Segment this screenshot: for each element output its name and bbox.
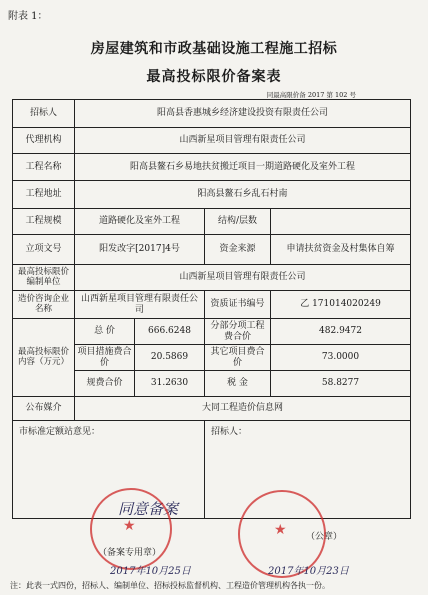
attachment-label: 附表 1： [8,11,48,22]
filing-table [12,99,411,519]
subitem-value: 482.9472 [271,319,411,345]
approval-label: 立项文号 [13,235,75,265]
project-name-value: 阳高县鳌石乡易地扶贫搬迁项目一期道路硬化及室外工程 [75,154,411,181]
tax-label: 税 金 [205,371,271,397]
filing-seal-caption: （备案专用章） [98,548,162,558]
subitem-label: 分部分项工程费合价 [205,319,271,345]
row-publish [13,397,411,421]
row-scale [13,209,411,235]
publish-value: 大同工程造价信息网 [75,397,411,421]
form-title-line2: 最高投标限价备案表 [146,69,282,85]
structure-label: 结构/层数 [205,209,271,235]
agency-value: 山西新星项目管理有限责任公司 [75,128,411,154]
consult-label: 造价咨询企业名称 [13,291,75,319]
handwritten-approval: 同意备案 [118,500,179,518]
seal-star-icon: ★ [274,522,287,538]
limit-label: 最高投标限价内容（万元） [13,319,75,397]
project-name-label: 工程名称 [13,154,75,181]
tenderer-date: 2017年10月23日 [268,566,349,577]
form-title-line1: 房屋建筑和市政基础设施工程施工招标 [90,41,338,57]
measures-value: 20.5869 [135,345,205,371]
project-site-value: 阳高县鳌石乡乱石村南 [75,181,411,209]
compiler-label: 最高投标限价编制单位 [13,265,75,291]
measures-label: 项目措施费合价 [75,345,135,371]
structure-value [271,209,411,235]
scale-value: 道路硬化及室外工程 [75,209,205,235]
tenderer-sign-label: 招标人： [211,427,248,437]
cert-value: 乙 171014020249 [271,291,411,319]
project-site-label: 工程地址 [13,181,75,209]
scale-label: 工程规模 [13,209,75,235]
tenderer-value: 阳高县香惠城乡经济建设投资有限责任公司 [75,100,411,128]
row-approval-signatures [13,421,411,519]
total-value: 666.6248 [135,319,205,345]
opinion-date: 2017年10月25日 [110,566,191,577]
row-consult [13,291,411,319]
row-tenderer [13,100,411,128]
fund-source-label: 资金来源 [205,235,271,265]
row-limit-total [13,319,411,345]
tax-value: 58.8277 [271,371,411,397]
fees-label: 规费合价 [75,371,135,397]
footnote: 注：此表一式四份，招标人、编制单位、招标投标监督机构、工程造价管理机构各执一份。 [10,581,330,590]
row-project-site [13,181,411,209]
total-label: 总 价 [75,319,135,345]
tenderer-label: 招标人 [13,100,75,128]
document-number: 同最高限价备 2017 第 102 号 [266,91,356,99]
tenderer-seal-caption: （公章） [306,532,343,542]
row-compiler [13,265,411,291]
approval-value: 阳发改字[2017]4号 [75,235,205,265]
opinion-label: 市标准定额站意见： [19,427,101,437]
agency-label: 代理机构 [13,128,75,154]
row-approval [13,235,411,265]
consult-value: 山西新星项目管理有限责任公司 [75,291,205,319]
fund-source-value: 申请扶贫资金及村集体自筹 [271,235,411,265]
compiler-value: 山西新星项目管理有限责任公司 [75,265,411,291]
seal-star-icon: ★ [123,518,136,534]
other-label: 其它项目费合价 [205,345,271,371]
fees-value: 31.2630 [135,371,205,397]
row-project-name [13,154,411,181]
other-value: 73.0000 [271,345,411,371]
cert-label: 资质证书编号 [205,291,271,319]
row-agency [13,128,411,154]
publish-label: 公布媒介 [13,397,75,421]
